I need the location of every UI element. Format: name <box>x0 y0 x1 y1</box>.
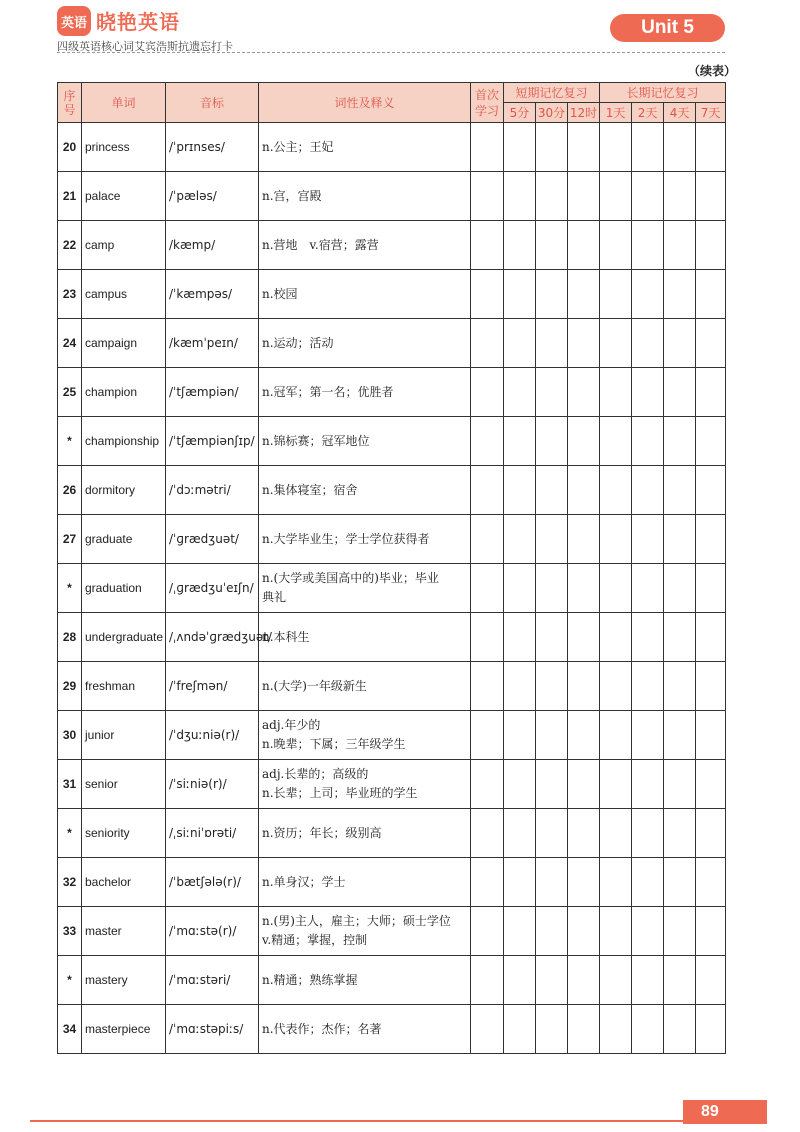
check-7d[interactable] <box>696 662 726 711</box>
meaning-line: n.营地 v.宿营；露营 <box>262 237 379 252</box>
check-4d[interactable] <box>664 956 696 1005</box>
row-phonetic: /ˈtʃæmpiənʃɪp/ <box>166 417 259 466</box>
row-meaning <box>259 515 471 564</box>
check-first-study[interactable] <box>471 368 504 417</box>
row-number: 34 <box>58 1005 82 1054</box>
meaning-line: v.精通；掌握，控制 <box>262 933 368 947</box>
row-number: * <box>58 564 82 613</box>
row-phonetic: /ˈprɪnses/ <box>166 123 259 172</box>
check-30min[interactable] <box>536 368 568 417</box>
check-1d[interactable] <box>600 907 632 956</box>
row-number: * <box>58 417 82 466</box>
table-row <box>58 221 726 270</box>
check-12h[interactable] <box>568 466 600 515</box>
check-12h[interactable] <box>568 907 600 956</box>
check-30min[interactable] <box>536 270 568 319</box>
row-number: 24 <box>58 319 82 368</box>
check-5min[interactable] <box>504 515 536 564</box>
check-first-study[interactable] <box>471 221 504 270</box>
meaning-line: n.本科生 <box>262 629 310 644</box>
check-1d[interactable] <box>600 466 632 515</box>
check-4d[interactable] <box>664 172 696 221</box>
row-word: campus <box>82 270 166 319</box>
table-row <box>58 515 726 564</box>
check-12h[interactable] <box>568 172 600 221</box>
check-2d[interactable] <box>632 466 664 515</box>
row-meaning <box>259 466 471 515</box>
check-7d[interactable] <box>696 907 726 956</box>
check-5min[interactable] <box>504 809 536 858</box>
check-5min[interactable] <box>504 858 536 907</box>
header-phonetic: 音标 <box>166 83 259 123</box>
row-phonetic: /ˈbætʃələ(r)/ <box>166 858 259 907</box>
check-7d[interactable] <box>696 319 726 368</box>
check-2d[interactable] <box>632 368 664 417</box>
check-5min[interactable] <box>504 466 536 515</box>
header-long-2d: 2天 <box>632 103 664 123</box>
check-7d[interactable] <box>696 515 726 564</box>
meaning-line: n.(男)主人，雇主；大师；硕士学位 <box>262 914 451 928</box>
check-first-study[interactable] <box>471 270 504 319</box>
check-4d[interactable] <box>664 466 696 515</box>
check-12h[interactable] <box>568 368 600 417</box>
row-word: bachelor <box>82 858 166 907</box>
row-meaning <box>259 221 471 270</box>
row-number: 28 <box>58 613 82 662</box>
check-first-study[interactable] <box>471 515 504 564</box>
header-long-term: 长期记忆复习 <box>600 83 726 103</box>
check-2d[interactable] <box>632 858 664 907</box>
meaning-line: n.(大学)一年级新生 <box>262 678 367 693</box>
header-long-4d: 4天 <box>664 103 696 123</box>
row-meaning <box>259 564 471 613</box>
table-row <box>58 907 726 956</box>
row-word: seniority <box>82 809 166 858</box>
row-number: 31 <box>58 760 82 809</box>
check-1d[interactable] <box>600 809 632 858</box>
header-short-5min: 5分 <box>504 103 536 123</box>
header-short-30min: 30分 <box>536 103 568 123</box>
check-5min[interactable] <box>504 613 536 662</box>
check-4d[interactable] <box>664 613 696 662</box>
row-phonetic: /ˌsiːniˈɒrəti/ <box>166 809 259 858</box>
check-1d[interactable] <box>600 417 632 466</box>
check-2d[interactable] <box>632 123 664 172</box>
check-1d[interactable] <box>600 172 632 221</box>
check-5min[interactable] <box>504 760 536 809</box>
row-phonetic: /ˈkæmpəs/ <box>166 270 259 319</box>
meaning-line: n.冠军；第一名；优胜者 <box>262 384 394 399</box>
check-7d[interactable] <box>696 172 726 221</box>
row-word: mastery <box>82 956 166 1005</box>
check-7d[interactable] <box>696 956 726 1005</box>
row-meaning <box>259 1005 471 1054</box>
check-30min[interactable] <box>536 711 568 760</box>
check-30min[interactable] <box>536 417 568 466</box>
check-2d[interactable] <box>632 270 664 319</box>
check-7d[interactable] <box>696 858 726 907</box>
header-short-12h: 12时 <box>568 103 600 123</box>
check-1d[interactable] <box>600 613 632 662</box>
row-phonetic: /kæmp/ <box>166 221 259 270</box>
footer-line <box>30 1120 683 1122</box>
table-row <box>58 711 726 760</box>
check-2d[interactable] <box>632 515 664 564</box>
row-phonetic: /ˌɡrædʒuˈeɪʃn/ <box>166 564 259 613</box>
check-12h[interactable] <box>568 515 600 564</box>
row-word: graduate <box>82 515 166 564</box>
check-12h[interactable] <box>568 858 600 907</box>
check-5min[interactable] <box>504 956 536 1005</box>
check-first-study[interactable] <box>471 613 504 662</box>
check-first-study[interactable] <box>471 956 504 1005</box>
row-word: camp <box>82 221 166 270</box>
row-word: undergraduate <box>82 613 166 662</box>
check-4d[interactable] <box>664 809 696 858</box>
check-2d[interactable] <box>632 319 664 368</box>
meaning-line: n.代表作；杰作；名著 <box>262 1021 382 1036</box>
row-number: * <box>58 809 82 858</box>
row-number: 23 <box>58 270 82 319</box>
row-number: 27 <box>58 515 82 564</box>
check-first-study[interactable] <box>471 1005 504 1054</box>
unit-badge: Unit 5 <box>610 14 725 42</box>
check-1d[interactable] <box>600 270 632 319</box>
meaning-line: n.精通；熟练掌握 <box>262 972 358 987</box>
meaning-line: n.大学毕业生；学士学位获得者 <box>262 531 430 546</box>
table-row <box>58 613 726 662</box>
row-number: 21 <box>58 172 82 221</box>
check-5min[interactable] <box>504 662 536 711</box>
table-row <box>58 809 726 858</box>
row-phonetic: /ˌʌndəˈɡrædʒuət/ <box>166 613 259 662</box>
check-30min[interactable] <box>536 564 568 613</box>
row-number: * <box>58 956 82 1005</box>
row-number: 22 <box>58 221 82 270</box>
check-first-study[interactable] <box>471 319 504 368</box>
check-30min[interactable] <box>536 221 568 270</box>
check-first-study[interactable] <box>471 662 504 711</box>
check-1d[interactable] <box>600 368 632 417</box>
check-7d[interactable] <box>696 221 726 270</box>
header-word: 单词 <box>82 83 166 123</box>
row-word: freshman <box>82 662 166 711</box>
check-5min[interactable] <box>504 417 536 466</box>
check-2d[interactable] <box>632 221 664 270</box>
check-2d[interactable] <box>632 809 664 858</box>
header-long-7d: 7天 <box>696 103 726 123</box>
table-row <box>58 662 726 711</box>
check-12h[interactable] <box>568 613 600 662</box>
check-7d[interactable] <box>696 368 726 417</box>
check-5min[interactable] <box>504 1005 536 1054</box>
table-row <box>58 564 726 613</box>
table-row <box>58 123 726 172</box>
check-first-study[interactable] <box>471 711 504 760</box>
row-word: championship <box>82 417 166 466</box>
meaning-line: 典礼 <box>262 590 287 604</box>
check-4d[interactable] <box>664 711 696 760</box>
check-4d[interactable] <box>664 123 696 172</box>
brand-logo-icon: 英语 <box>57 6 91 36</box>
check-4d[interactable] <box>664 858 696 907</box>
row-number: 33 <box>58 907 82 956</box>
check-30min[interactable] <box>536 858 568 907</box>
check-4d[interactable] <box>664 760 696 809</box>
check-2d[interactable] <box>632 1005 664 1054</box>
row-phonetic: /ˈfreʃmən/ <box>166 662 259 711</box>
vocabulary-table <box>57 82 726 1054</box>
row-meaning <box>259 123 471 172</box>
check-5min[interactable] <box>504 711 536 760</box>
check-12h[interactable] <box>568 760 600 809</box>
row-word: palace <box>82 172 166 221</box>
table-row <box>58 956 726 1005</box>
table-row <box>58 172 726 221</box>
row-meaning <box>259 760 471 809</box>
check-30min[interactable] <box>536 466 568 515</box>
check-30min[interactable] <box>536 956 568 1005</box>
table-row <box>58 858 726 907</box>
row-word: masterpiece <box>82 1005 166 1054</box>
check-1d[interactable] <box>600 515 632 564</box>
row-phonetic: /ˈɡrædʒuət/ <box>166 515 259 564</box>
meaning-line: n.资历；年长；级别高 <box>262 825 382 840</box>
check-7d[interactable] <box>696 809 726 858</box>
check-2d[interactable] <box>632 172 664 221</box>
check-7d[interactable] <box>696 466 726 515</box>
check-30min[interactable] <box>536 662 568 711</box>
meaning-line: n.晚辈；下属；三年级学生 <box>262 737 406 751</box>
check-2d[interactable] <box>632 417 664 466</box>
check-1d[interactable] <box>600 662 632 711</box>
check-30min[interactable] <box>536 809 568 858</box>
header-meaning: 词性及释义 <box>259 83 471 123</box>
check-7d[interactable] <box>696 711 726 760</box>
row-meaning <box>259 711 471 760</box>
check-first-study[interactable] <box>471 564 504 613</box>
check-1d[interactable] <box>600 956 632 1005</box>
row-number: 20 <box>58 123 82 172</box>
check-5min[interactable] <box>504 368 536 417</box>
row-meaning <box>259 907 471 956</box>
check-7d[interactable] <box>696 417 726 466</box>
check-7d[interactable] <box>696 760 726 809</box>
check-2d[interactable] <box>632 760 664 809</box>
meaning-line: n.校园 <box>262 286 298 301</box>
check-12h[interactable] <box>568 221 600 270</box>
check-4d[interactable] <box>664 221 696 270</box>
check-7d[interactable] <box>696 270 726 319</box>
meaning-line: n.锦标赛；冠军地位 <box>262 433 370 448</box>
brand-name: 晓艳英语 <box>96 10 180 34</box>
check-30min[interactable] <box>536 515 568 564</box>
row-phonetic: /ˈmɑːstəpiːs/ <box>166 1005 259 1054</box>
check-7d[interactable] <box>696 613 726 662</box>
row-meaning <box>259 956 471 1005</box>
check-first-study[interactable] <box>471 172 504 221</box>
check-12h[interactable] <box>568 270 600 319</box>
meaning-line: adj.长辈的；高级的 <box>262 767 369 781</box>
meaning-line: n.单身汉；学士 <box>262 874 346 889</box>
meaning-line: adj.年少的 <box>262 718 321 732</box>
meaning-line: n.运动；活动 <box>262 335 334 350</box>
page-number: 89 <box>683 1100 767 1124</box>
check-2d[interactable] <box>632 564 664 613</box>
row-phonetic: /ˈsiːniə(r)/ <box>166 760 259 809</box>
table-row <box>58 417 726 466</box>
continued-label: （续表） <box>688 64 737 78</box>
check-7d[interactable] <box>696 123 726 172</box>
row-word: champion <box>82 368 166 417</box>
row-number: 32 <box>58 858 82 907</box>
row-phonetic: /ˈtʃæmpiən/ <box>166 368 259 417</box>
check-4d[interactable] <box>664 319 696 368</box>
meaning-line: n.长辈；上司；毕业班的学生 <box>262 786 418 800</box>
check-12h[interactable] <box>568 1005 600 1054</box>
row-meaning <box>259 662 471 711</box>
check-2d[interactable] <box>632 956 664 1005</box>
check-first-study[interactable] <box>471 760 504 809</box>
check-1d[interactable] <box>600 711 632 760</box>
check-5min[interactable] <box>504 172 536 221</box>
check-2d[interactable] <box>632 613 664 662</box>
check-12h[interactable] <box>568 319 600 368</box>
meaning-line: n.集体寝室；宿舍 <box>262 482 358 497</box>
check-first-study[interactable] <box>471 858 504 907</box>
check-first-study[interactable] <box>471 907 504 956</box>
check-4d[interactable] <box>664 907 696 956</box>
header-short-term: 短期记忆复习 <box>504 83 600 103</box>
meaning-line: n.公主；王妃 <box>262 139 334 154</box>
check-7d[interactable] <box>696 564 726 613</box>
row-meaning <box>259 613 471 662</box>
check-1d[interactable] <box>600 123 632 172</box>
check-5min[interactable] <box>504 319 536 368</box>
check-4d[interactable] <box>664 270 696 319</box>
meaning-line: n.宫，宫殿 <box>262 188 322 203</box>
header-divider <box>57 52 725 53</box>
table-row <box>58 368 726 417</box>
page-subtitle: 四级英语核心词艾宾浩斯抗遗忘打卡 <box>57 40 233 53</box>
table-row <box>58 319 726 368</box>
check-4d[interactable] <box>664 662 696 711</box>
row-word: master <box>82 907 166 956</box>
check-2d[interactable] <box>632 711 664 760</box>
check-1d[interactable] <box>600 1005 632 1054</box>
row-word: campaign <box>82 319 166 368</box>
check-first-study[interactable] <box>471 123 504 172</box>
check-12h[interactable] <box>568 956 600 1005</box>
check-12h[interactable] <box>568 123 600 172</box>
meaning-line: n.(大学或美国高中的)毕业；毕业 <box>262 571 439 585</box>
check-30min[interactable] <box>536 1005 568 1054</box>
row-meaning <box>259 417 471 466</box>
check-30min[interactable] <box>536 172 568 221</box>
check-30min[interactable] <box>536 123 568 172</box>
row-number: 25 <box>58 368 82 417</box>
header-num: 序号 <box>58 83 82 123</box>
check-1d[interactable] <box>600 221 632 270</box>
check-4d[interactable] <box>664 368 696 417</box>
table-row <box>58 270 726 319</box>
check-4d[interactable] <box>664 564 696 613</box>
check-30min[interactable] <box>536 907 568 956</box>
check-2d[interactable] <box>632 662 664 711</box>
row-word: princess <box>82 123 166 172</box>
header-long-1d: 1天 <box>600 103 632 123</box>
row-word: dormitory <box>82 466 166 515</box>
check-first-study[interactable] <box>471 466 504 515</box>
check-12h[interactable] <box>568 564 600 613</box>
row-word: graduation <box>82 564 166 613</box>
check-4d[interactable] <box>664 1005 696 1054</box>
check-12h[interactable] <box>568 711 600 760</box>
check-12h[interactable] <box>568 662 600 711</box>
table-row <box>58 760 726 809</box>
check-12h[interactable] <box>568 809 600 858</box>
row-meaning <box>259 172 471 221</box>
check-5min[interactable] <box>504 221 536 270</box>
check-4d[interactable] <box>664 515 696 564</box>
check-1d[interactable] <box>600 564 632 613</box>
row-meaning <box>259 270 471 319</box>
row-meaning <box>259 809 471 858</box>
check-1d[interactable] <box>600 760 632 809</box>
row-word: senior <box>82 760 166 809</box>
check-30min[interactable] <box>536 760 568 809</box>
row-phonetic: /ˈdɔːmətri/ <box>166 466 259 515</box>
row-word: junior <box>82 711 166 760</box>
check-4d[interactable] <box>664 417 696 466</box>
check-12h[interactable] <box>568 417 600 466</box>
row-phonetic: /ˈmɑːstəri/ <box>166 956 259 1005</box>
check-30min[interactable] <box>536 319 568 368</box>
check-first-study[interactable] <box>471 417 504 466</box>
check-1d[interactable] <box>600 858 632 907</box>
row-phonetic: /ˈpæləs/ <box>166 172 259 221</box>
row-meaning <box>259 858 471 907</box>
check-5min[interactable] <box>504 123 536 172</box>
check-5min[interactable] <box>504 564 536 613</box>
row-phonetic: /ˈmɑːstə(r)/ <box>166 907 259 956</box>
check-30min[interactable] <box>536 613 568 662</box>
row-number: 30 <box>58 711 82 760</box>
check-5min[interactable] <box>504 907 536 956</box>
row-phonetic: /kæmˈpeɪn/ <box>166 319 259 368</box>
check-first-study[interactable] <box>471 809 504 858</box>
check-5min[interactable] <box>504 270 536 319</box>
header-first-study: 首次学习 <box>471 83 504 123</box>
row-number: 29 <box>58 662 82 711</box>
row-meaning <box>259 319 471 368</box>
row-meaning <box>259 368 471 417</box>
row-phonetic: /ˈdʒuːniə(r)/ <box>166 711 259 760</box>
check-7d[interactable] <box>696 1005 726 1054</box>
row-number: 26 <box>58 466 82 515</box>
table-row <box>58 1005 726 1054</box>
table-row <box>58 466 726 515</box>
check-2d[interactable] <box>632 907 664 956</box>
check-1d[interactable] <box>600 319 632 368</box>
